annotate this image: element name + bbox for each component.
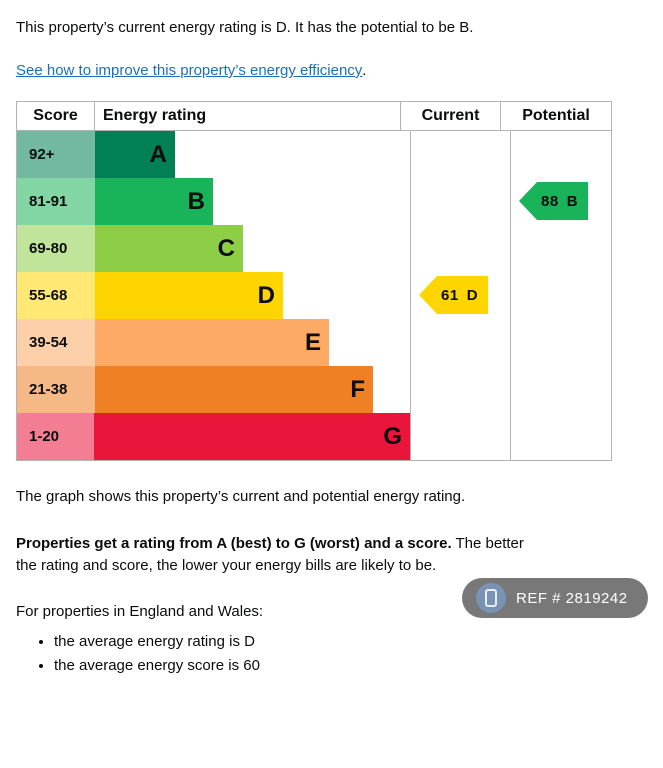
potential-rating-arrow-body xyxy=(537,182,588,220)
epc-band-bar: B xyxy=(95,178,213,225)
rating-explanation-bold: Properties get a rating from A (best) to G (worst) and a score. xyxy=(16,535,452,552)
epc-graph xyxy=(16,101,612,461)
epc-band-spacer xyxy=(213,178,410,225)
epc-band-bar: E xyxy=(95,319,329,366)
average-list xyxy=(16,630,647,678)
epc-band-bar: D xyxy=(95,272,283,319)
watermark-badge xyxy=(462,578,648,618)
epc-band-row xyxy=(17,319,410,366)
watermark-text: REF # 2819242 xyxy=(516,589,628,607)
epc-header-score: Score xyxy=(17,102,95,130)
epc-band-spacer xyxy=(329,319,410,366)
epc-band-row xyxy=(17,272,410,319)
current-rating-arrow xyxy=(419,276,488,314)
graph-note: The graph shows this property’s current and potential energy rating. xyxy=(16,488,466,505)
epc-body xyxy=(17,131,611,460)
epc-header-current: Current xyxy=(401,102,501,130)
current-rating-letter: D xyxy=(466,286,479,304)
current-rating-arrow-tip xyxy=(419,276,437,314)
epc-band-row xyxy=(17,225,410,272)
epc-current-column xyxy=(411,131,511,460)
current-rating-score: 61 xyxy=(441,286,459,304)
epc-header-potential: Potential xyxy=(522,107,590,124)
improve-link-row xyxy=(16,62,647,101)
epc-band-bar: G xyxy=(94,413,410,460)
rating-explanation-rest-2: the rating and score, the lower your energy bills are likely to be. xyxy=(16,557,437,574)
epc-band-bar: F xyxy=(95,366,373,413)
list-item: • the average energy score is 60 xyxy=(54,654,647,678)
potential-rating-arrow-tip xyxy=(519,182,537,220)
epc-band-row xyxy=(17,413,410,460)
epc-band-score: 69-80 xyxy=(17,225,95,272)
epc-band-row xyxy=(17,131,410,178)
current-rating-summary: This property’s current energy rating is D. It has the potential to be B. xyxy=(16,19,474,36)
epc-band-score: 1-20 xyxy=(17,413,94,460)
epc-band-spacer xyxy=(243,225,410,272)
epc-band-row xyxy=(17,366,410,413)
improve-efficiency-link[interactable]: See how to improve this property’s energy efficiency xyxy=(16,62,363,79)
potential-rating-score: 88 xyxy=(541,192,559,210)
epc-band-score: 39-54 xyxy=(17,319,95,366)
epc-band-score: 21-38 xyxy=(17,366,95,413)
epc-band-spacer xyxy=(175,131,410,178)
epc-potential-column xyxy=(511,131,611,460)
current-rating-arrow-body xyxy=(437,276,488,314)
epc-band-bar: A xyxy=(95,131,175,178)
epc-band-spacer xyxy=(373,366,410,413)
epc-header-row xyxy=(17,102,611,131)
rating-explanation xyxy=(16,533,647,577)
rating-explanation-rest-1: The better xyxy=(451,535,524,552)
epc-band-score: 92+ xyxy=(17,131,95,178)
list-item: • the average energy rating is D xyxy=(54,630,647,654)
epc-band-bar: C xyxy=(95,225,243,272)
epc-band-score: 81-91 xyxy=(17,178,95,225)
improve-link-period: . xyxy=(362,62,367,79)
epc-bands-column xyxy=(17,131,411,460)
england-wales-heading: For properties in England and Wales: xyxy=(16,603,264,620)
potential-rating-arrow xyxy=(519,182,588,220)
lock-logo-icon xyxy=(476,583,506,613)
epc-band-row xyxy=(17,178,410,225)
epc-band-score: 55-68 xyxy=(17,272,95,319)
potential-rating-letter: B xyxy=(566,192,579,210)
epc-band-spacer xyxy=(283,272,410,319)
epc-header-energy-rating: Energy rating xyxy=(95,102,401,130)
